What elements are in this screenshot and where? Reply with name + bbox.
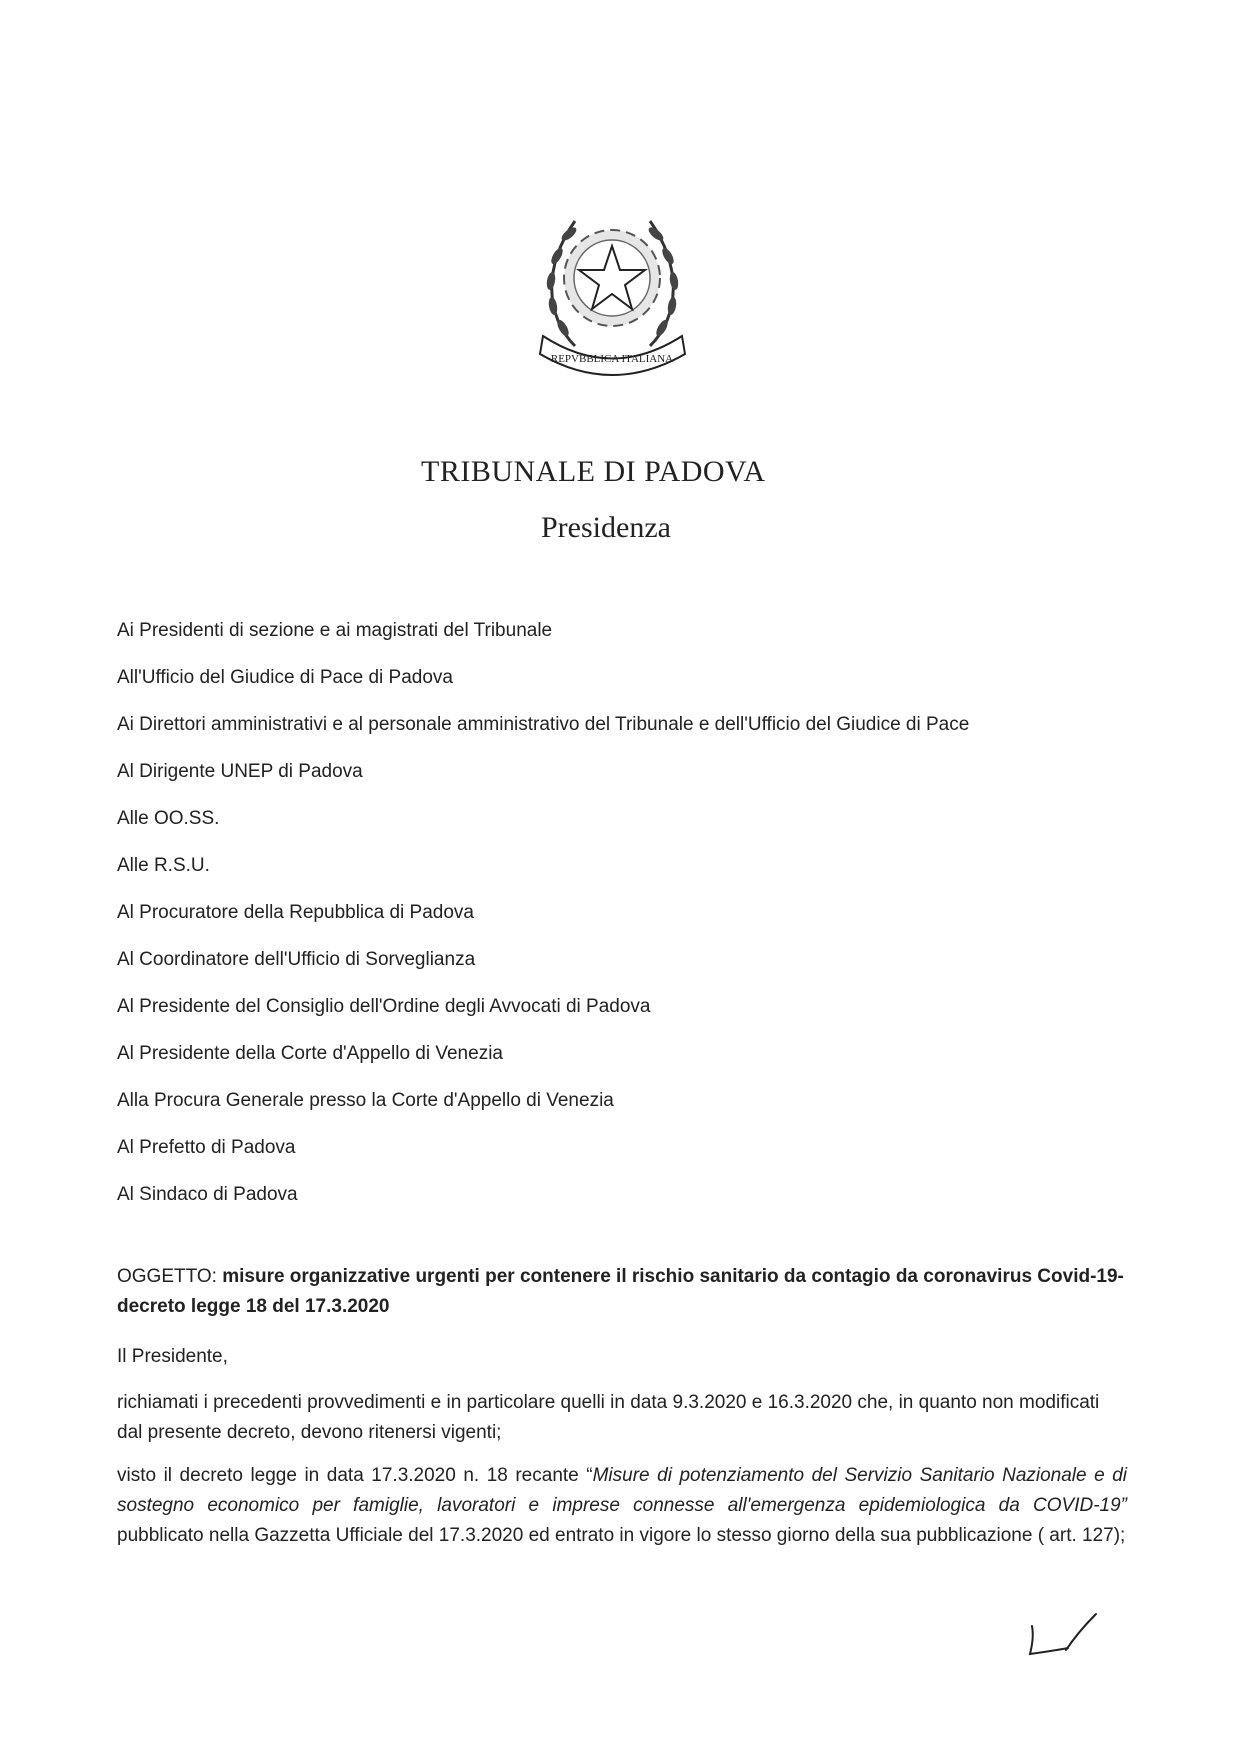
italian-republic-emblem-icon	[535, 196, 690, 386]
handwritten-initials-icon	[1022, 1608, 1102, 1658]
recipient-item: Al Coordinatore dell'Ufficio di Sorveglianza	[117, 949, 476, 970]
paragraph-previous-provisions: richiamati i precedenti provvedimenti e in particolare quelli in data 9.3.2020 e 16.3.2020 che, in quanto non modificati dal presente decreto, devono ritenersi vigenti;	[117, 1392, 1100, 1443]
subject-line	[117, 1262, 1127, 1322]
recipient-item: All'Ufficio del Giudice di Pace di Padova	[117, 667, 453, 688]
recipient-item: Ai Presidenti di sezione e ai magistrati del Tribunale	[117, 620, 553, 641]
recipient-item: Alle OO.SS.	[117, 808, 220, 829]
office-subtitle: Presidenza	[541, 511, 671, 544]
paragraph-decree-law-end: pubblicato nella Gazzetta Ufficiale del 17.3.2020 ed entrato in vigore lo stesso giorno della sua pubblicazione ( art. 127);	[117, 1525, 1126, 1546]
recipient-item: Al Prefetto di Padova	[117, 1137, 296, 1158]
recipient-item: Ai Direttori amministrativi e al personale amministrativo del Tribunale e dell'Ufficio del Giudice di Pace	[117, 714, 970, 735]
subject-text: misure organizzative urgenti per contenere il rischio sanitario da contagio da coronavirus Covid-19- decreto legge 18 del 17.3.2020	[117, 1266, 1124, 1317]
paragraph-decree-law-start: visto il decreto legge in data 17.3.2020 n. 18 recante “	[117, 1465, 593, 1486]
decree-law-title: Misure di potenziamento del Servizio Sanitario Nazionale e di sostegno economico per famiglie, lavoratori e imprese connesse all'emergenza epidemiologica da COVID-19”	[117, 1465, 1127, 1516]
recipient-item: Al Presidente del Consiglio dell'Ordine degli Avvocati di Padova	[117, 996, 651, 1017]
recipient-list	[117, 620, 969, 1231]
court-title: TRIBUNALE DI PADOVA	[421, 455, 766, 488]
recipient-item: Al Procuratore della Repubblica di Padova	[117, 902, 474, 923]
subject-label: OGGETTO:	[117, 1266, 217, 1287]
paragraph-decree-law	[117, 1461, 1127, 1551]
recipient-item: Al Sindaco di Padova	[117, 1184, 298, 1205]
opening-line: Il Presidente,	[117, 1346, 228, 1367]
recipient-item: Alla Procura Generale presso la Corte d'Appello di Venezia	[117, 1090, 614, 1111]
recipient-item: Alle R.S.U.	[117, 855, 210, 876]
emblem-inscription: REPVBBLICA ITALIANA	[550, 353, 674, 365]
recipient-item: Al Dirigente UNEP di Padova	[117, 761, 363, 782]
recipient-item: Al Presidente della Corte d'Appello di Venezia	[117, 1043, 503, 1064]
